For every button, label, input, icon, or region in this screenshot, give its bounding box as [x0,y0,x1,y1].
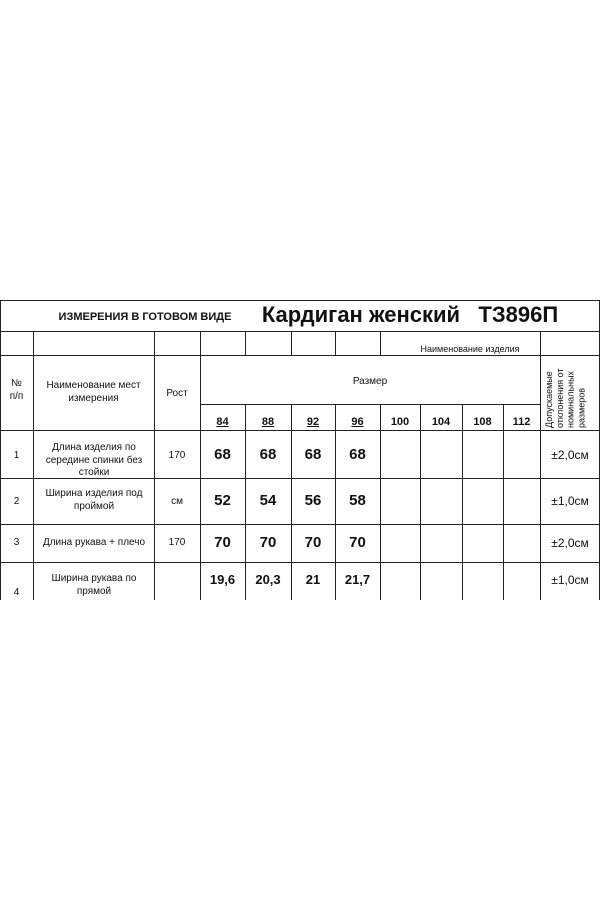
row-value: 21 [305,572,321,587]
size-label: 100 [390,416,410,428]
row-tolerance: ±2,0см [551,448,589,462]
row-measurement-name: Длина изделия по середине спинки без стойки [45,442,143,478]
row-value: 70 [304,534,322,551]
size-label: 92 [306,416,320,428]
size-label: 108 [473,416,492,428]
row-tolerance: ±1,0см [551,573,589,587]
column-header-height: Рост [166,388,188,399]
column-header-number: № п/п [9,378,24,402]
row-value: 54 [259,492,277,509]
row-value: 21,7 [344,572,371,587]
measure-title: ИЗМЕРЕНИЯ В ГОТОВОМ ВИДЕ [58,311,232,323]
row-value: 70 [349,534,366,551]
grid-line [0,430,600,431]
row-value: 68 [304,446,322,463]
row-tolerance: ±1,0см [551,494,589,508]
row-height: 170 [168,537,186,548]
grid-line [0,331,600,332]
size-label: 112 [512,416,531,428]
row-value: 68 [349,446,366,463]
row-number: 3 [13,537,20,548]
grid-line [200,404,540,405]
row-tolerance: ±2,0см [551,536,589,550]
size-label: 104 [431,416,451,428]
grid-line [462,404,463,600]
row-measurement-name: Ширина изделия под проймой [45,488,143,512]
row-height: 170 [168,450,186,461]
grid-line [380,331,381,355]
product-title: Кардиган женский ТЗ896П [261,302,559,327]
row-height: см [171,496,183,507]
row-value: 56 [304,492,322,509]
grid-line [335,331,336,355]
row-value: 52 [214,492,231,509]
grid-line [540,331,541,600]
row-value: 68 [214,446,231,463]
row-measurement-name: Длина рукава + плечо [42,537,146,548]
grid-line [0,562,600,563]
size-label: 96 [351,416,364,428]
row-value: 70 [259,534,277,551]
row-value: 19,6 [209,572,236,587]
column-header-tolerance: Допускаемые отклонения от номинальных размеров [544,368,587,428]
row-measurement-name: Ширина рукава по прямой [51,573,137,597]
size-label: 84 [216,416,229,428]
grid-line [291,331,292,355]
column-header-place: Наименование мест измерения [46,380,141,404]
measurement-sheet [0,300,600,600]
grid-line [503,404,504,600]
grid-line [154,331,155,600]
row-value: 58 [349,492,366,509]
row-number: 4 [13,587,20,598]
grid-line [380,404,381,600]
grid-line [200,331,201,600]
grid-line [420,404,421,600]
column-header-size: Размер [352,376,388,387]
row-value: 68 [259,446,277,463]
size-label: 88 [261,416,275,428]
grid-line [0,524,600,525]
row-number: 2 [13,496,20,507]
grid-line [245,331,246,355]
row-number: 1 [13,450,20,461]
row-value: 20,3 [255,572,281,587]
row-value: 70 [214,534,231,551]
product-name-label: Наименование изделия [420,344,520,354]
